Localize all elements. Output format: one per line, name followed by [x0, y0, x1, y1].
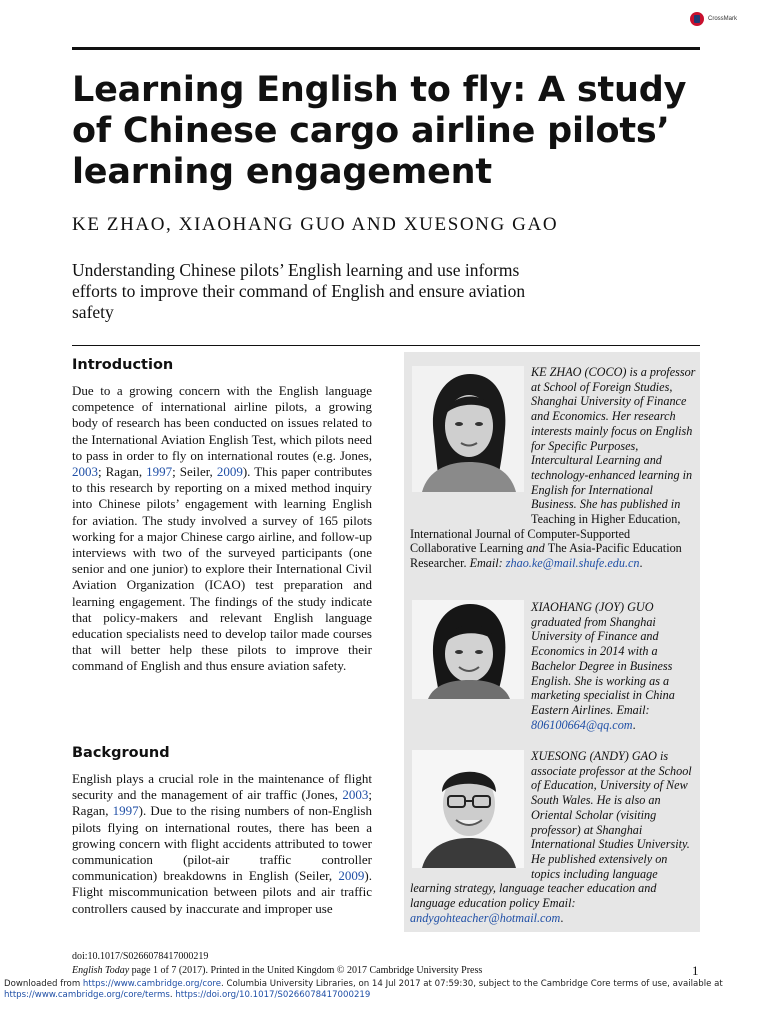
journal-details: page 1 of 7 (2017). Printed in the United Kingdom © 2017 Cambridge University Press — [129, 965, 483, 976]
background-text-2: ; Ragan, — [72, 787, 372, 819]
doi-line: doi:10.1017/S0266078417000219 — [72, 951, 209, 962]
ref-link-jones-2003[interactable]: 2003 — [72, 464, 98, 480]
download-text-3: . — [169, 990, 176, 1000]
download-text-1: Downloaded from — [4, 979, 83, 989]
bio-xiaohang-guo-email-label: Email: — [613, 702, 650, 717]
bio-ke-zhao-email-label: Email: — [466, 556, 506, 571]
ref-link-seiler-2009-bg[interactable]: 2009 — [338, 868, 365, 884]
bio-xuesong-gao — [410, 749, 696, 925]
bio-xiaohang-guo — [410, 600, 696, 732]
journal-name: English Today — [72, 965, 130, 976]
bio-ke-zhao-journal-last: The Asia-Pacific Education Researcher. — [410, 541, 682, 571]
journal-footer — [72, 965, 482, 976]
download-note — [4, 979, 764, 1001]
crossmark-label: CrossMark — [708, 16, 738, 22]
ref-link-jones-2003-bg[interactable]: 2003 — [342, 787, 369, 803]
bio-ke-zhao-text: KE ZHAO (COCO) is a professor at School of Foreign Studies, Shanghai University of Finance and Economics. Her research interests mainly focus on English for Specific Purposes, Intercultural Learning and technology-enhanced learning in English for International Business. She has published in — [531, 365, 696, 512]
terms-link[interactable]: https://www.cambridge.org/core/terms — [4, 990, 170, 1000]
cambridge-core-link[interactable]: https://www.cambridge.org/core — [82, 979, 222, 989]
bio-ke-zhao-and: and — [523, 541, 548, 556]
intro-text-4: ). This paper contributes to this research by reporting on a mixed method inquiry into Chinese pilots’ engagement with learning English for aviation. The study involved a survey of 165 pilots working for a major Chinese cargo airline, and follow-up interviews with two of the surveyed participants (one senior and one junior) to explore their International Civil Aviation Organization (ICAO) test preparation and learning engagement. The findings of the study indicate that policy-makers and relevant English language education specialists need to develop tailor made courses that will better help these pilots to improve their command of English and thus ensure aviation safety. — [72, 464, 372, 674]
background-text-1: English plays a crucial role in the maintenance of flight security and the management of air traffic (Jones, — [72, 771, 372, 803]
article-subtitle: Understanding Chinese pilots’ English learning and use informs efforts to improve their command of English and ensure aviation safety — [72, 260, 526, 322]
bio-xuesong-gao-email-label: Email: — [539, 896, 576, 911]
background-text-3: ). Due to the rising numbers of non-English pilots flying on international routes, there has been a growing concern with flight accidents attributed to tower communication (pilot-air traffic controller communication) breakdowns in English (Seiler, — [72, 803, 372, 884]
ref-link-seiler-2009[interactable]: 2009 — [216, 464, 243, 480]
bio-xiaohang-guo-text: XIAOHANG (JOY) GUO graduated from Shanghai University of Finance and Economics in 2014 with a Bachelor Degree in Business English. She is working as a marketing specialist in China Eastern Airlines. — [531, 600, 675, 717]
section-rule — [72, 345, 700, 346]
bio-xuesong-gao-end: . — [560, 910, 564, 925]
background-heading: Background — [72, 745, 170, 761]
crossmark-icon — [690, 12, 704, 26]
top-rule — [72, 47, 700, 50]
ref-link-ragan-1997-bg[interactable]: 1997 — [112, 803, 139, 819]
intro-text-2: ; Ragan, — [98, 464, 147, 480]
doi-link[interactable]: https://doi.org/10.1017/S0266078417000219 — [175, 990, 371, 1000]
bio-xiaohang-guo-end: . — [632, 717, 636, 732]
intro-text-3: ; Seiler, — [172, 464, 217, 480]
introduction-heading: Introduction — [72, 357, 174, 373]
bio-ke-zhao-journals: Teaching in Higher Education, International Journal of Computer-Supported Collaborative Learning — [410, 512, 681, 556]
email-link-xiaohang-guo[interactable]: 806100664@qq.com — [531, 717, 633, 732]
introduction-paragraph — [72, 383, 372, 675]
article-title: Learning English to fly: A study of Chinese cargo airline pilots’ learning engagement — [72, 70, 687, 192]
background-paragraph — [72, 771, 372, 917]
bio-ke-zhao — [410, 365, 696, 571]
crossmark-badge[interactable] — [690, 12, 737, 26]
intro-text-1: Due to a growing concern with the English language competence of international airline pilots, a growing body of research has been conducted on issues related to the International Aviation English Test, which pilots need to pass in order to fly on international routes (e.g. Jones, — [72, 383, 372, 463]
download-text-2: . Columbia University Libraries, on 14 Jul 2017 at 07:59:30, subject to the Cambridge Core terms of use, available at — [221, 979, 723, 989]
bio-ke-zhao-end: . — [639, 556, 643, 571]
email-link-ke-zhao[interactable]: zhao.ke@mail.shufe.edu.cn — [505, 556, 640, 571]
background-text-4: ). Flight miscommunication between pilots and air traffic controllers caused by inaccurate and improper use — [72, 868, 372, 916]
email-link-xuesong-gao[interactable]: andygohteacher@hotmail.com — [410, 910, 561, 925]
page-number: 1 — [692, 963, 699, 978]
ref-link-ragan-1997[interactable]: 1997 — [146, 464, 173, 480]
article-authors: KE ZHAO, XIAOHANG GUO AND XUESONG GAO — [72, 214, 559, 235]
bio-xuesong-gao-text: XUESONG (ANDY) GAO is associate professor at the School of Education, University of New South Wales. He is also an Oriental Scholar (visiting professor) at Shanghai International Studies University. He published extensively on topics including language learning strategy, language teacher education and language education policy — [410, 749, 692, 911]
